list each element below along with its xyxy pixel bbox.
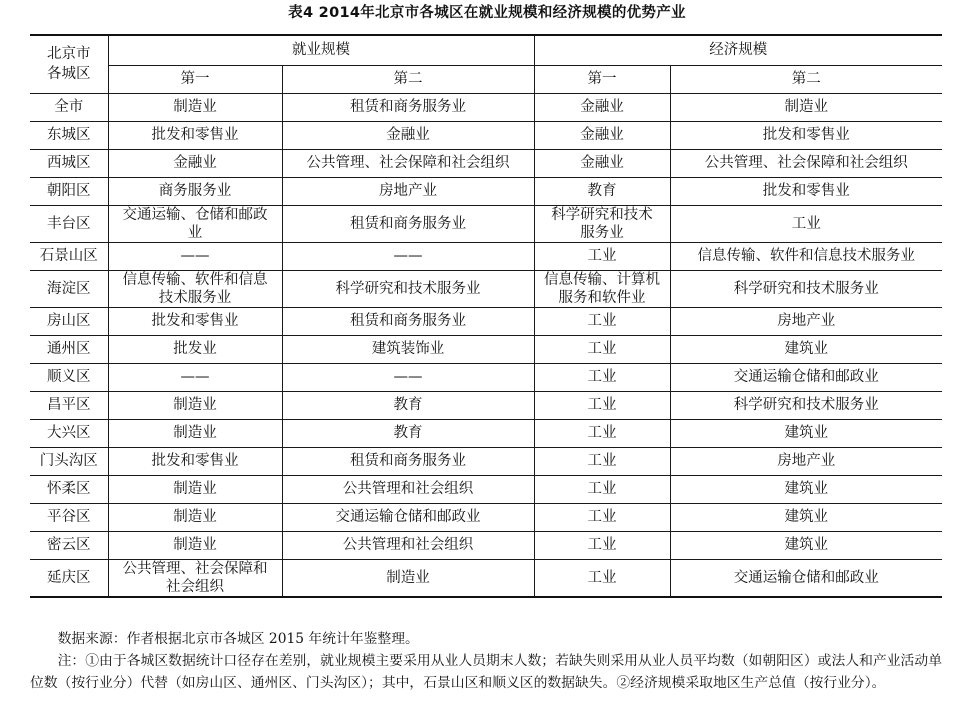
employment-second-cell: 教育 [282,391,534,419]
district-cell: 延庆区 [30,559,108,597]
employment-first-cell: 交通运输、仓储和邮政业 [108,205,282,242]
district-cell: 怀柔区 [30,475,108,503]
table-row [30,121,942,149]
employment-second-cell: —— [282,242,534,270]
employment-first-cell: —— [108,363,282,391]
employment-second-cell: 制造业 [282,559,534,597]
employment-first-cell: 制造业 [108,531,282,559]
table-title: 表4 2014年北京市各城区在就业规模和经济规模的优势产业 [288,5,686,21]
employment-first-cell: 公共管理、社会保障和社会组织 [108,559,282,597]
economy-first-cell: 金融业 [534,121,670,149]
economy-second-cell: 建筑业 [670,475,942,503]
employment-second-cell: 公共管理、社会保障和社会组织 [282,149,534,177]
employment-second-cell: 科学研究和技术服务业 [282,270,534,307]
employment-first-cell: 批发和零售业 [108,447,282,475]
district-cell: 朝阳区 [30,177,108,205]
employment-first-cell: 批发和零售业 [108,307,282,335]
table-row [30,447,942,475]
table-row [30,419,942,447]
economy-first-cell: 工业 [534,307,670,335]
employment-first-cell: 制造业 [108,93,282,121]
data-source-note: 数据来源：作者根据北京市各城区 2015 年统计年鉴整理。 [57,631,419,647]
employment-first-cell: 信息传输、软件和信息技术服务业 [108,270,282,307]
economy-first-cell: 科学研究和技术服务业 [534,205,670,242]
table-row [30,335,942,363]
employment-second-cell: 房地产业 [282,177,534,205]
district-cell: 昌平区 [30,391,108,419]
employment-second-cell: 教育 [282,419,534,447]
economy-first-cell: 工业 [534,475,670,503]
table-row [30,205,942,242]
economy-second-cell: 建筑业 [670,503,942,531]
employment-first-cell: 批发业 [108,335,282,363]
economy-second-cell: 建筑业 [670,335,942,363]
employment-first-cell: 制造业 [108,419,282,447]
employment-second-cell: —— [282,363,534,391]
table-row [30,177,942,205]
table-row [30,475,942,503]
economy-second-cell: 批发和零售业 [670,121,942,149]
economy-first-cell: 工业 [534,335,670,363]
district-cell: 丰台区 [30,205,108,242]
economy-first-cell: 信息传输、计算机服务和软件业 [534,270,670,307]
employment-second-cell: 租赁和商务服务业 [282,93,534,121]
economy-second-cell: 制造业 [670,93,942,121]
table-row [30,149,942,177]
header-economy: 经济规模 [534,35,942,65]
header-district: 北京市各城区 [30,35,108,93]
economy-second-cell: 房地产业 [670,307,942,335]
economy-second-cell: 房地产业 [670,447,942,475]
table-notes [30,628,942,694]
employment-second-cell: 建筑装饰业 [282,335,534,363]
header-employment: 就业规模 [108,35,534,65]
employment-second-cell: 租赁和商务服务业 [282,447,534,475]
table-row [30,391,942,419]
district-cell: 密云区 [30,531,108,559]
economy-first-cell: 工业 [534,531,670,559]
employment-second-cell: 公共管理和社会组织 [282,475,534,503]
employment-second-cell: 租赁和商务服务业 [282,205,534,242]
employment-first-cell: 制造业 [108,503,282,531]
economy-second-cell: 工业 [670,205,942,242]
footnote: 注：①由于各城区数据统计口径存在差别，就业规模主要采用从业人员期末人数；若缺失则采用从业人员平均数（如朝阳区）或法人和产业活动单位数（按行业分）代替（如房山区、通州区、门头沟区）；其中，石景山区和顺义区的数据缺失。②经济规模采取地区生产总值（按行业分）。 [30,653,942,691]
economy-second-cell: 批发和零售业 [670,177,942,205]
table-row [30,242,942,270]
district-cell: 大兴区 [30,419,108,447]
table-row [30,531,942,559]
table-row [30,307,942,335]
table-row [30,270,942,307]
table-row [30,559,942,597]
economy-first-cell: 工业 [534,559,670,597]
header-employment-second: 第二 [282,65,534,93]
economy-second-cell: 科学研究和技术服务业 [670,270,942,307]
economy-first-cell: 金融业 [534,149,670,177]
employment-second-cell: 租赁和商务服务业 [282,307,534,335]
table-row [30,363,942,391]
economy-second-cell: 建筑业 [670,419,942,447]
economy-second-cell: 科学研究和技术服务业 [670,391,942,419]
table-row [30,503,942,531]
economy-second-cell: 公共管理、社会保障和社会组织 [670,149,942,177]
economy-second-cell: 信息传输、软件和信息技术服务业 [670,242,942,270]
district-cell: 西城区 [30,149,108,177]
economy-first-cell: 金融业 [534,93,670,121]
district-cell: 房山区 [30,307,108,335]
economy-second-cell: 交通运输仓储和邮政业 [670,363,942,391]
district-cell: 石景山区 [30,242,108,270]
employment-first-cell: 商务服务业 [108,177,282,205]
economy-first-cell: 工业 [534,447,670,475]
economy-first-cell: 工业 [534,503,670,531]
economy-first-cell: 工业 [534,419,670,447]
header-employment-first: 第一 [108,65,282,93]
economy-second-cell: 建筑业 [670,531,942,559]
district-cell: 海淀区 [30,270,108,307]
employment-first-cell: 金融业 [108,149,282,177]
employment-first-cell: 批发和零售业 [108,121,282,149]
district-cell: 全市 [30,93,108,121]
economy-first-cell: 教育 [534,177,670,205]
district-cell: 通州区 [30,335,108,363]
employment-second-cell: 金融业 [282,121,534,149]
employment-second-cell: 公共管理和社会组织 [282,531,534,559]
economy-first-cell: 工业 [534,363,670,391]
industry-table [30,34,942,598]
district-cell: 东城区 [30,121,108,149]
employment-first-cell: 制造业 [108,475,282,503]
employment-first-cell: —— [108,242,282,270]
economy-first-cell: 工业 [534,242,670,270]
header-economy-second: 第二 [670,65,942,93]
district-cell: 顺义区 [30,363,108,391]
employment-first-cell: 制造业 [108,391,282,419]
economy-second-cell: 交通运输仓储和邮政业 [670,559,942,597]
economy-first-cell: 工业 [534,391,670,419]
table-row [30,93,942,121]
employment-second-cell: 交通运输仓储和邮政业 [282,503,534,531]
district-cell: 平谷区 [30,503,108,531]
header-economy-first: 第一 [534,65,670,93]
district-cell: 门头沟区 [30,447,108,475]
